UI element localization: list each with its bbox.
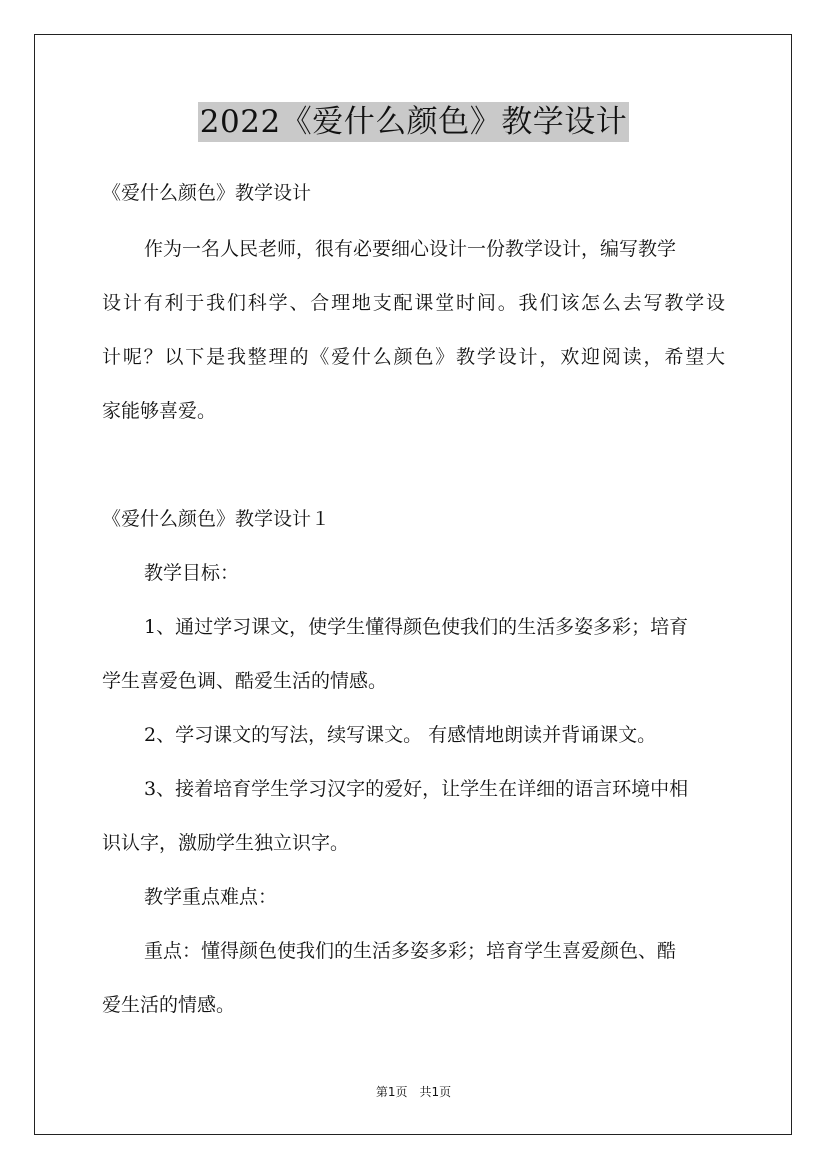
- title-container: [0, 102, 827, 142]
- goal-2: 2、学习课文的写法，续写课文。 有感情地朗读并背诵课文。: [144, 724, 657, 746]
- intro-line-4: 家能够喜爱。: [102, 400, 217, 422]
- section-heading: 《爱什么颜色》教学设计１: [102, 508, 331, 530]
- key-point-line-2: 爱生活的情感。: [102, 994, 236, 1016]
- goal-1-line-1: 1、通过学习课文，使学生懂得颜色使我们的生活多姿多彩；培育: [144, 616, 689, 638]
- intro-line-2: 设计有利于我们科学、合理地支配课堂时间。我们该怎么去写教学设: [102, 292, 725, 314]
- page-footer: 第1页 共1页: [375, 1085, 452, 1099]
- key-points-heading: 教学重点难点：: [144, 886, 278, 908]
- goal-1-line-2: 学生喜爱色调、酷爱生活的情感。: [102, 670, 388, 692]
- subtitle: 《爱什么颜色》教学设计: [102, 182, 312, 204]
- document-title: 2022《爱什么颜色》教学设计: [199, 104, 628, 140]
- goal-3-line-1: 3、接着培育学生学习汉字的爱好，让学生在详细的语言环境中相: [144, 778, 689, 800]
- key-point-line-1: 重点：懂得颜色使我们的生活多姿多彩；培育学生喜爱颜色、酷: [144, 940, 677, 962]
- intro-line-3: 计呢？以下是我整理的《爱什么颜色》教学设计，欢迎阅读，希望大: [102, 346, 725, 368]
- goal-3-line-2: 识认字，激励学生独立识字。: [102, 832, 350, 854]
- goals-heading: 教学目标：: [144, 562, 240, 584]
- intro-line-1: 作为一名人民老师，很有必要细心设计一份教学设计，编写教学: [144, 238, 677, 260]
